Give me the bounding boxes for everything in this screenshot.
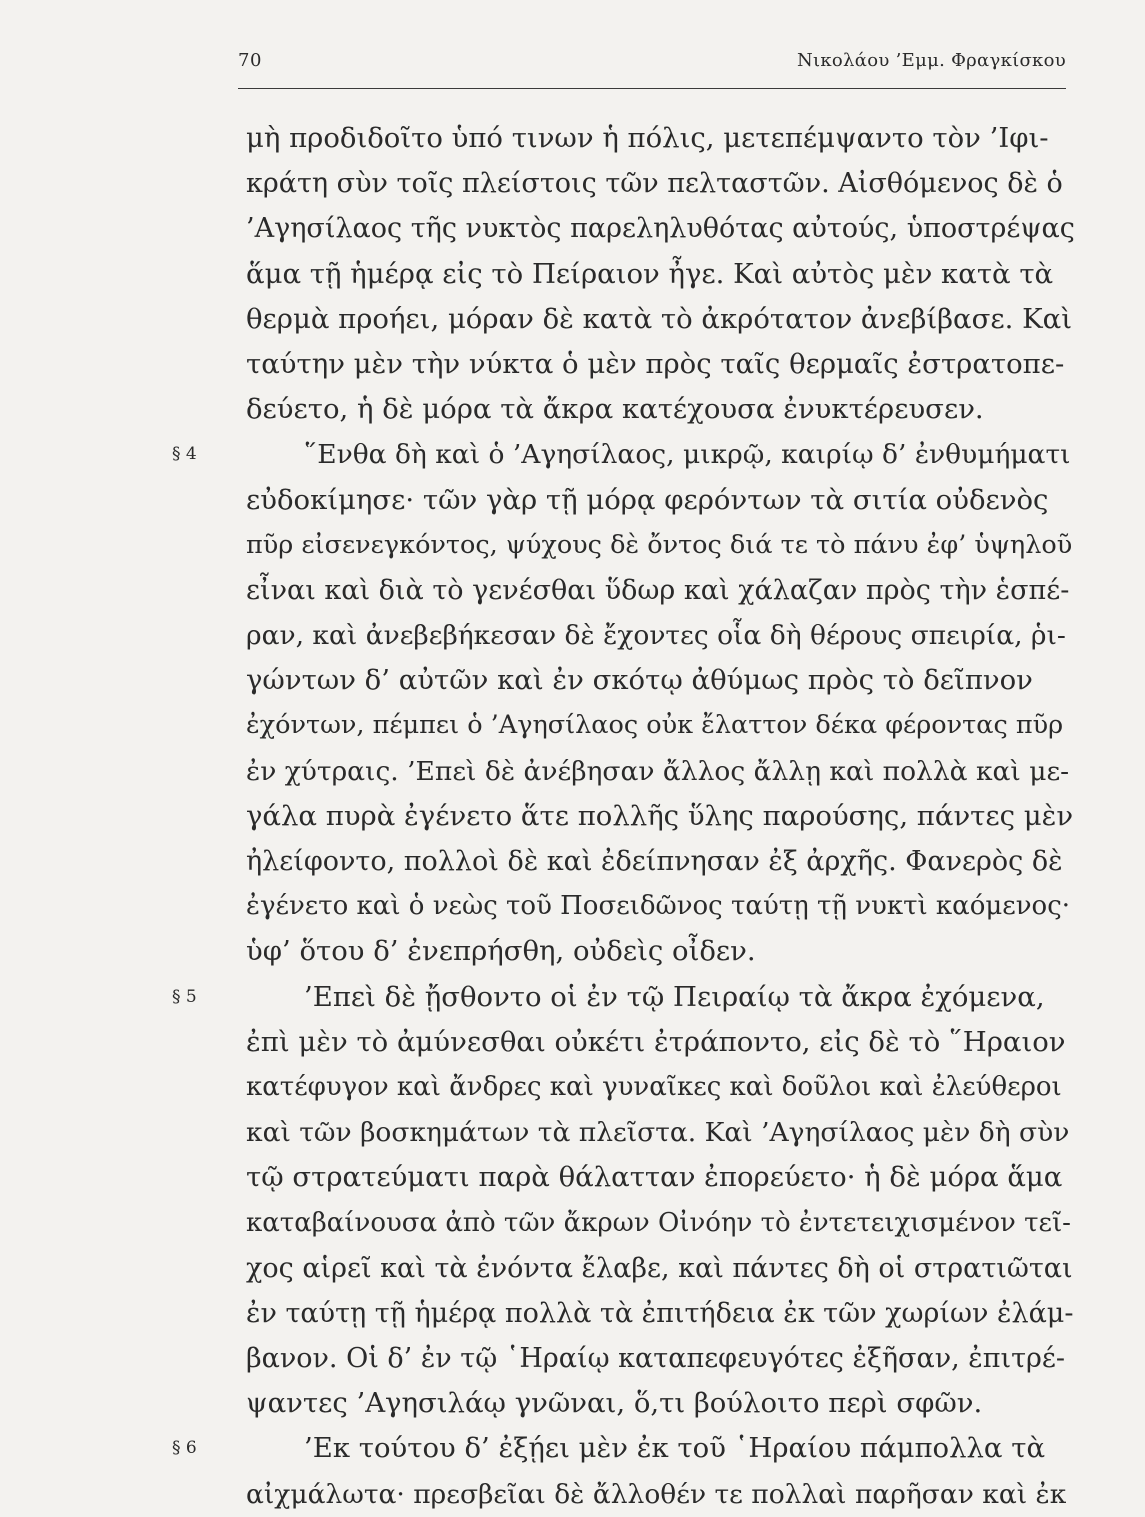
text-line <box>200 884 1080 929</box>
text-line <box>200 1291 1080 1336</box>
line-text: γάλα πυρὰ ἐγένετο ἅτε πολλῆς ὕλης παρούσης, πάντες μὲν <box>246 799 1074 832</box>
line-text: ῞Ενθα δὴ καὶ ὁ ’Αγησίλαος, μικρῷ, καιρίῳ δ’ ἐνθυμήματι <box>304 439 1071 471</box>
text-line <box>200 1246 1080 1291</box>
line-text: ἅμα τῇ ἡμέρᾳ εἰς τὸ Πείραιον ἦγε. Καὶ αὐτὸς μὲν κατὰ τὰ <box>246 257 1054 290</box>
text-line <box>200 252 1080 297</box>
text-line <box>200 1110 1080 1155</box>
line-text: ἐν ταύτῃ τῇ ἡμέρᾳ πολλὰ τὰ ἐπιτήδεια ἐκ τῶν χωρίων ἐλάμ- <box>246 1297 1074 1329</box>
text-line <box>200 703 1080 748</box>
text-line <box>200 1336 1080 1381</box>
page-number: 70 <box>238 50 262 71</box>
text-line <box>200 658 1080 703</box>
line-text: μὴ προδιδοῖτο ὑπό τινων ἡ πόλις, μετεπέμψαντο τὸν ’Ιφι- <box>246 122 1049 154</box>
text-line <box>200 1472 1080 1517</box>
text-line <box>200 478 1080 523</box>
line-text: βανον. Οἱ δ’ ἐν τῷ ῾Ηραίῳ καταπεφευγότες ἐξῆσαν, ἐπιτρέ- <box>246 1343 1066 1375</box>
line-text: χος αἱρεῖ καὶ τὰ ἐνόντα ἔλαβε, καὶ πάντες δὴ οἱ στρατιῶται <box>246 1252 1073 1284</box>
section-marker: § 5 <box>172 986 197 1007</box>
text-line <box>200 1020 1080 1065</box>
text-line <box>200 1065 1080 1110</box>
line-text: τῷ στρατεύματι παρὰ θάλατταν ἐπορεύετο· ἡ δὲ μόρα ἅμα <box>246 1161 1063 1194</box>
line-text: ψαντες ’Αγησιλάῳ γνῶναι, ὅ,τι βούλοιτο περὶ σφῶν. <box>246 1387 983 1420</box>
line-text: ἐπὶ μὲν τὸ ἀμύνεσθαι οὐκέτι ἐτράποντο, εἰς δὲ τὸ ῞Ηραιον <box>246 1025 1066 1058</box>
text-line <box>200 839 1080 884</box>
line-text: ’Εκ τούτου δ’ ἐξῄει μὲν ἐκ τοῦ ῾Ηραίου πάμπολλα τὰ <box>304 1432 1046 1465</box>
text-line <box>200 1155 1080 1200</box>
text-line <box>200 297 1080 342</box>
text-line <box>172 432 1080 477</box>
line-text: αἰχμάλωτα· πρεσβεῖαι δὲ ἄλλοθέν τε πολλαὶ παρῆσαν καὶ ἐκ <box>246 1478 1067 1510</box>
section-marker: § 6 <box>172 1438 197 1459</box>
line-text: ἐχόντων, πέμπει ὁ ’Αγησίλαος οὐκ ἔλαττον δέκα φέροντας πῦρ <box>246 710 1064 741</box>
line-text: πῦρ εἰσενεγκόντος, ψύχους δὲ ὄντος διά τε τὸ πάνυ ἐφ’ ὑψηλοῦ <box>246 529 1073 560</box>
text-line <box>200 1381 1080 1426</box>
line-text: γώντων δ’ αὐτῶν καὶ ἐν σκότῳ ἀθύμως πρὸς τὸ δεῖπνον <box>246 664 1033 697</box>
line-text: ταύτην μὲν τὴν νύκτα ὁ μὲν πρὸς ταῖς θερμαῖς ἐστρατοπε- <box>246 347 1065 380</box>
text-line <box>200 523 1080 568</box>
running-head: Νικολάου ’Εμμ. Φραγκίσκου <box>796 50 1066 71</box>
text-line <box>200 749 1080 794</box>
line-text: κατέφυγον καὶ ἄνδρες καὶ γυναῖκες καὶ δοῦλοι καὶ ἐλεύθεροι <box>246 1071 1062 1102</box>
line-text: κράτη σὺν τοῖς πλείστοις τῶν πελταστῶν. Αἰσθόμενος δὲ ὁ <box>246 168 1063 200</box>
line-text: ’Επεὶ δὲ ᾔσθοντο οἱ ἐν τῷ Πειραίῳ τὰ ἄκρα ἐχόμενα, <box>304 980 1045 1013</box>
line-text: ἐν χύτραις. ’Επεὶ δὲ ἀνέβησαν ἄλλος ἄλλῃ καὶ πολλὰ καὶ με- <box>246 755 1070 787</box>
text-line <box>200 794 1080 839</box>
text-line <box>200 206 1080 251</box>
line-text: δεύετο, ἡ δὲ μόρα τὰ ἄκρα κατέχουσα ἐνυκτέρευσεν. <box>246 393 984 426</box>
text-line <box>200 387 1080 432</box>
text-line <box>172 975 1080 1020</box>
line-text: καὶ τῶν βοσκημάτων τὰ πλεῖστα. Καὶ ’Αγησίλαος μὲν δὴ σὺν <box>246 1117 1070 1149</box>
text-line <box>200 613 1080 658</box>
line-text: εὐδοκίμησε· τῶν γὰρ τῇ μόρᾳ φερόντων τὰ σιτία οὐδενὸς <box>246 483 1049 516</box>
line-text: θερμὰ προήει, μόραν δὲ κατὰ τὸ ἀκρότατον ἀνεβίβασε. Καὶ <box>246 302 1072 335</box>
line-text: ἠλείφοντο, πολλοὶ δὲ καὶ ἐδείπνησαν ἐξ ἀρχῆς. Φανερὸς δὲ <box>246 846 1063 877</box>
text-line <box>200 342 1080 387</box>
text-line <box>200 116 1080 161</box>
body-text <box>172 116 1080 1517</box>
section-marker: § 4 <box>172 444 197 465</box>
text-line <box>200 929 1080 974</box>
line-text: καταβαίνουσα ἀπὸ τῶν ἄκρων Οἰνόην τὸ ἐντετειχισμένον τεῖ- <box>246 1207 1071 1238</box>
line-text: ἐγένετο καὶ ὁ νεὼς τοῦ Ποσειδῶνος ταύτῃ τῇ νυκτὶ καόμενος· <box>246 891 1071 922</box>
line-text: ’Αγησίλαος τῆς νυκτὸς παρεληλυθότας αὐτούς, ὑποστρέψας <box>246 213 1075 245</box>
text-line <box>200 1201 1080 1246</box>
line-text: ὑφ’ ὅτου δ’ ἐνεπρήσθη, οὐδεὶς οἶδεν. <box>246 935 756 968</box>
text-line <box>200 161 1080 206</box>
line-text: ραν, καὶ ἀνεβεβήκεσαν δὲ ἔχοντες οἷα δὴ θέρους σπειρία, ῥι- <box>246 620 1066 652</box>
line-text: εἶναι καὶ διὰ τὸ γενέσθαι ὕδωρ καὶ χάλαζαν πρὸς τὴν ἑσπέ- <box>246 574 1070 606</box>
page-header <box>238 48 1066 89</box>
text-line <box>200 568 1080 613</box>
text-line <box>172 1426 1080 1471</box>
